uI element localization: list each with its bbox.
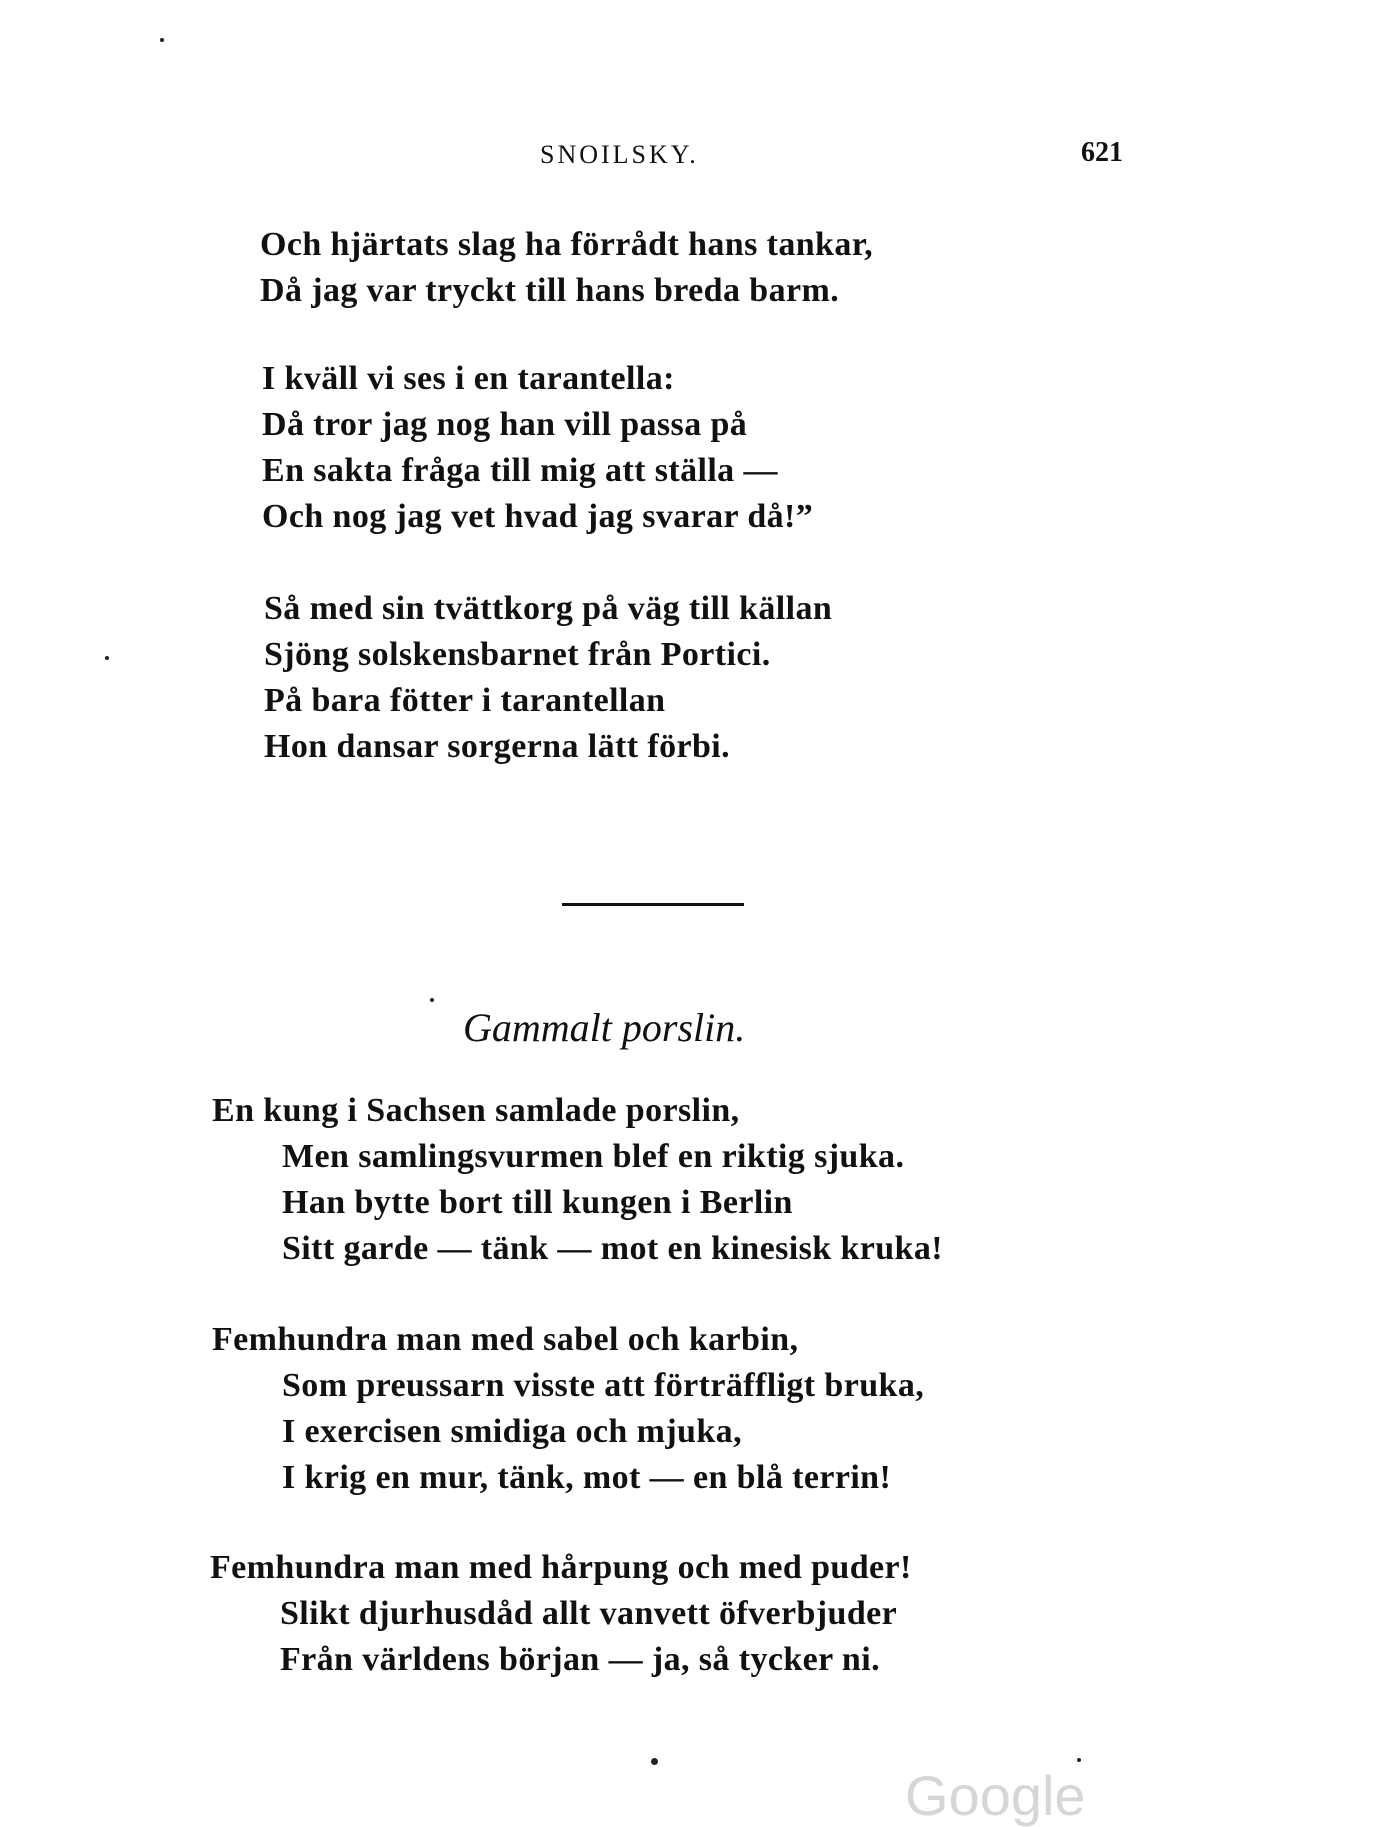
verse-line: I krig en mur, tänk, mot — en blå terrin! (282, 1459, 892, 1496)
scan-speck (651, 1758, 658, 1765)
verse-line: Då tror jag nog han vill passa på (262, 406, 748, 443)
verse-line: Men samlingsvurmen blef en riktig sjuka. (282, 1138, 905, 1175)
google-watermark: Google (905, 1764, 1086, 1827)
verse-line: Han bytte bort till kungen i Berlin (282, 1184, 793, 1221)
verse-line: Femhundra man med sabel och karbin, (212, 1321, 799, 1358)
verse-line: En sakta fråga till mig att ställa — (262, 452, 778, 489)
verse-line: Sjöng solskensbarnet från Portici. (264, 636, 771, 673)
verse-line: Som preussarn visste att förträffligt bruka, (282, 1367, 925, 1404)
scan-speck (105, 656, 109, 660)
stanza (260, 222, 873, 314)
scan-speck (160, 38, 164, 42)
poem-title: Gammalt porslin. (463, 1005, 746, 1050)
verse-line: Femhundra man med hårpung och med puder! (210, 1549, 912, 1586)
section-divider (562, 903, 744, 906)
verse-line: I kväll vi ses i en tarantella: (262, 360, 675, 397)
verse-line: Från världens början — ja, så tycker ni. (280, 1641, 880, 1678)
verse-line: Så med sin tvättkorg på väg till källan (264, 590, 833, 627)
stanza (212, 1317, 924, 1501)
verse-line: En kung i Sachsen samlade porslin, (212, 1092, 740, 1129)
running-title: SNOILSKY. (540, 140, 699, 169)
verse-line: Då jag var tryckt till hans breda barm. (260, 272, 840, 309)
stanza (262, 356, 813, 540)
verse-line: Och hjärtats slag ha förrådt hans tankar, (260, 226, 874, 263)
verse-line: Och nog jag vet hvad jag svarar då!” (262, 498, 814, 535)
stanza (210, 1545, 912, 1683)
scan-speck (1077, 1758, 1081, 1762)
verse-line: På bara fötter i tarantellan (264, 682, 666, 719)
verse-line: Hon dansar sorgerna lätt förbi. (264, 728, 731, 765)
verse-line: I exercisen smidiga och mjuka, (282, 1413, 742, 1450)
page-number: 621 (1081, 137, 1123, 168)
stanza (264, 586, 832, 770)
verse-line: Slikt djurhusdåd allt vanvett öfverbjuder (280, 1595, 898, 1632)
verse-line: Sitt garde — tänk — mot en kinesisk kruka! (282, 1230, 943, 1267)
scan-speck (430, 998, 434, 1002)
stanza (212, 1088, 943, 1272)
